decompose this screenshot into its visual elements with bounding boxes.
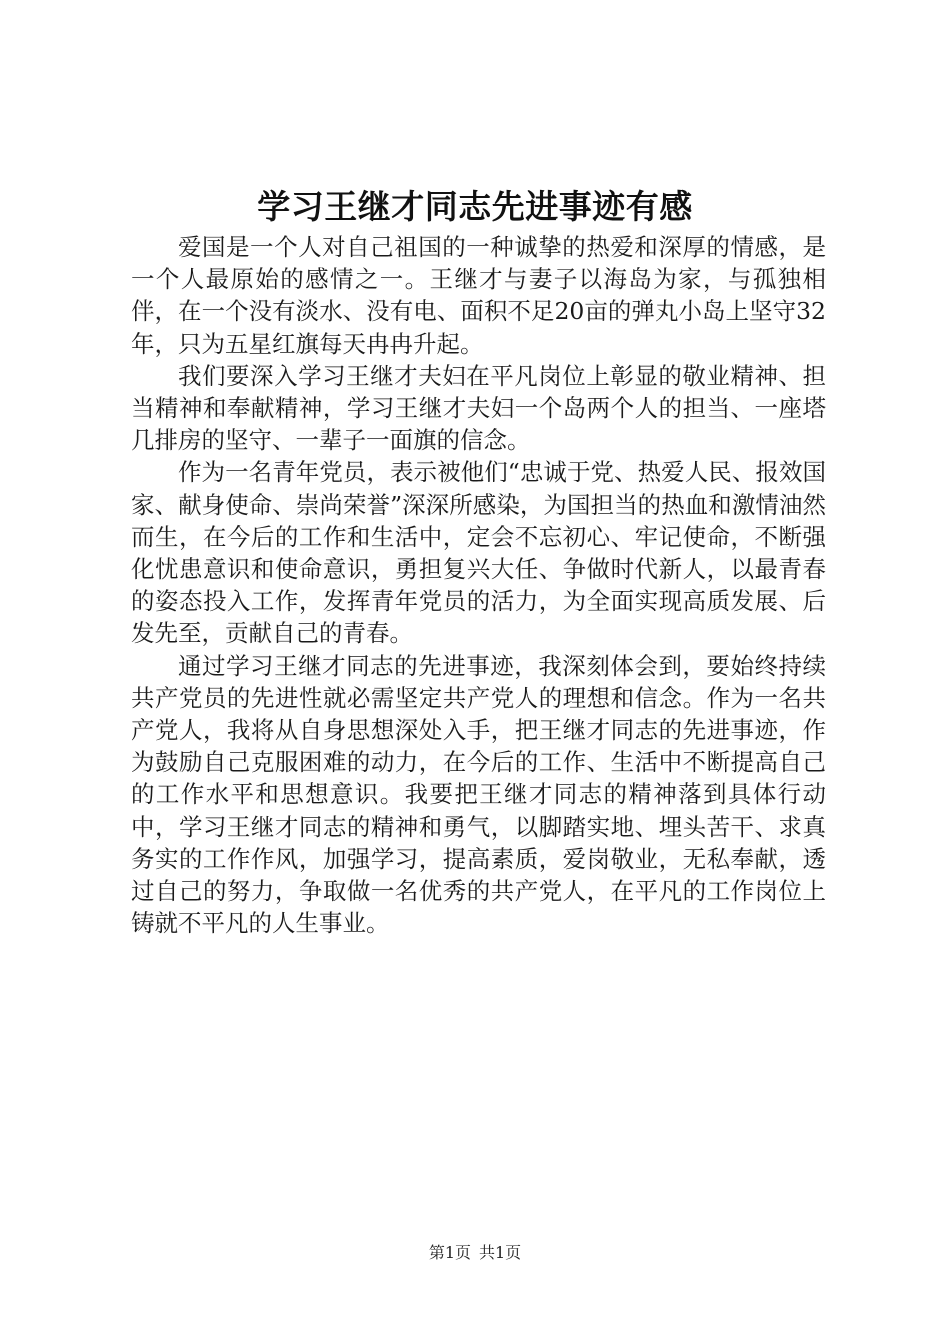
page-number-total: 共1页 <box>479 1243 522 1262</box>
body-paragraph-1: 爱国是一个人对自己祖国的一种诚挚的热爱和深厚的情感，是一个人最原始的感情之一。王继才与妻子以海岛为家，与孤独相伴，在一个没有淡水、没有电、面积不足20亩的弹丸小岛上坚守32年，只为五星红旗每天冉冉升起。 <box>131 233 826 358</box>
document-title: 学习王继才同志先进事迹有感 <box>257 187 693 226</box>
body-paragraph-4: 通过学习王继才同志的先进事迹，我深刻体会到，要始终持续共产党员的先进性就必需坚定共产党人的理想和信念。作为一名共产党人，我将从自身思想深处入手，把王继才同志的先进事迹，作为鼓励自己克服困难的动力，在今后的工作、生活中不断提高自己的工作水平和思想意识。我要把王继才同志的精神落到具体行动中，学习王继才同志的精神和勇气，以脚踏实地、埋头苦干、求真务实的工作作风，加强学习，提高素质，爱岗敬业，无私奉献，透过自己的努力，争取做一名优秀的共产党人，在平凡的工作岗位上铸就不平凡的人生事业。 <box>131 651 826 938</box>
document-body <box>131 231 826 939</box>
body-paragraph-2: 我们要深入学习王继才夫妇在平凡岗位上彰显的敬业精神、担当精神和奉献精神，学习王继才夫妇一个岛两个人的担当、一座塔几排房的坚守、一辈子一面旗的信念。 <box>131 361 826 455</box>
body-paragraph-3: 作为一名青年党员，表示被他们“忠诚于党、热爱人民、报效国家、献身使命、崇尚荣誉”深深所感染，为国担当的热血和激情油然而生，在今后的工作和生活中，定会不忘初心、牢记使命，不断强化忧患意识和使命意识，勇担复兴大任、争做时代新人，以最青春的姿态投入工作，发挥青年党员的活力，为全面实现高质发展、后发先至，贡献自己的青春。 <box>131 458 826 648</box>
page-number-current: 第1页 <box>428 1243 471 1262</box>
page-footer <box>0 1242 950 1264</box>
